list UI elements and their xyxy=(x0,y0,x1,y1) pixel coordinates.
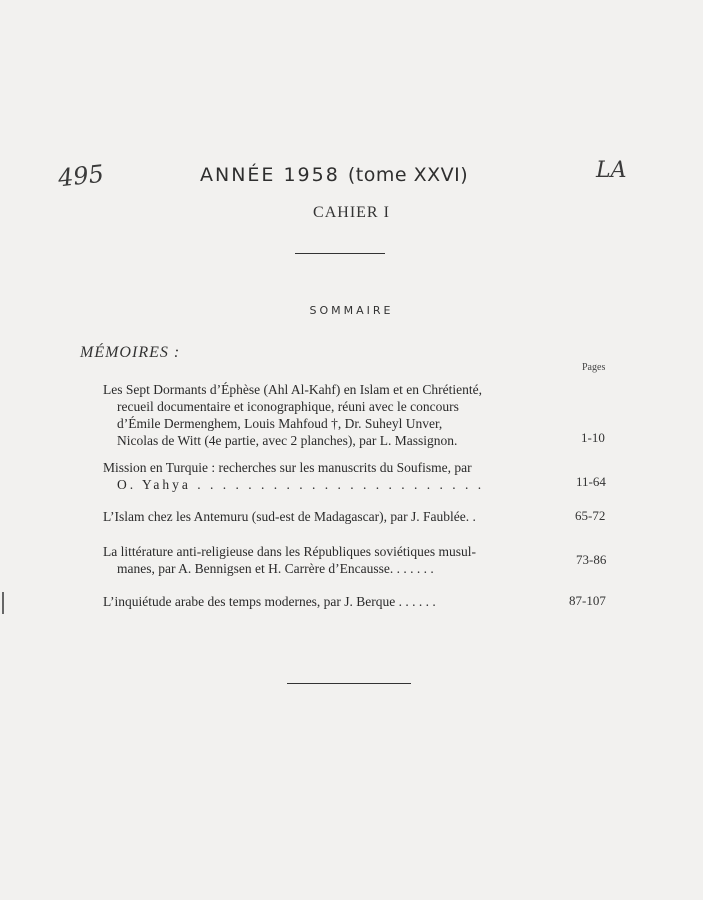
pages-column-header: Pages xyxy=(582,362,606,373)
handwritten-number-annotation: 495 xyxy=(56,159,106,193)
entry-line: La littérature anti-religieuse dans les Républiques soviétiques musul- xyxy=(103,544,477,559)
title-tome: (tome XXVI) xyxy=(347,164,469,186)
toc-entry xyxy=(103,508,615,525)
entry-pages: 65-72 xyxy=(575,508,606,523)
toc-entry xyxy=(103,459,615,493)
divider-bottom xyxy=(287,683,411,684)
title-year: ANNÉE 1958 xyxy=(200,164,340,186)
toc-entry xyxy=(103,381,615,449)
entry-pages: 11-64 xyxy=(576,474,606,489)
entry-pages: 1-10 xyxy=(581,430,605,445)
toc-entry xyxy=(103,543,615,577)
sommaire-heading: SOMMAIRE xyxy=(309,304,394,317)
toc-entry xyxy=(103,593,615,610)
section-memoires: MÉMOIRES : xyxy=(80,344,181,361)
entry-line: recueil documentaire et iconographique, réuni avec le concours xyxy=(117,399,459,414)
entry-line: Nicolas de Witt (4e partie, avec 2 planches), par L. Massignon. xyxy=(117,433,458,448)
entry-line: L’Islam chez les Antemuru (sud-est de Madagascar), par J. Faublée. . xyxy=(103,509,476,524)
divider-top xyxy=(295,253,385,254)
entry-line: L’inquiétude arabe des temps modernes, par J. Berque . . . . . . xyxy=(103,594,436,609)
handwritten-initials-annotation: LA xyxy=(596,158,627,183)
entry-line: Mission en Turquie : recherches sur les manuscrits du Soufisme, par xyxy=(103,460,472,475)
scan-edge-mark xyxy=(2,592,4,614)
entry-line: O. Yahya . . . . . . . . . . . . . . . . . . . . . . . xyxy=(117,477,485,492)
entry-pages: 87-107 xyxy=(569,593,606,608)
entry-line: Les Sept Dormants d’Éphèse (Ahl Al-Kahf) en Islam et en Chrétienté, xyxy=(103,382,483,397)
cahier-heading: CAHIER I xyxy=(313,204,390,221)
page-title xyxy=(200,164,500,186)
entry-line: d’Émile Dermenghem, Louis Mahfoud †, Dr. Suheyl Unver, xyxy=(117,416,443,431)
entry-pages: 73-86 xyxy=(576,552,607,567)
entry-line: manes, par A. Bennigsen et H. Carrère d’Encausse. . . . . . . xyxy=(117,561,434,576)
